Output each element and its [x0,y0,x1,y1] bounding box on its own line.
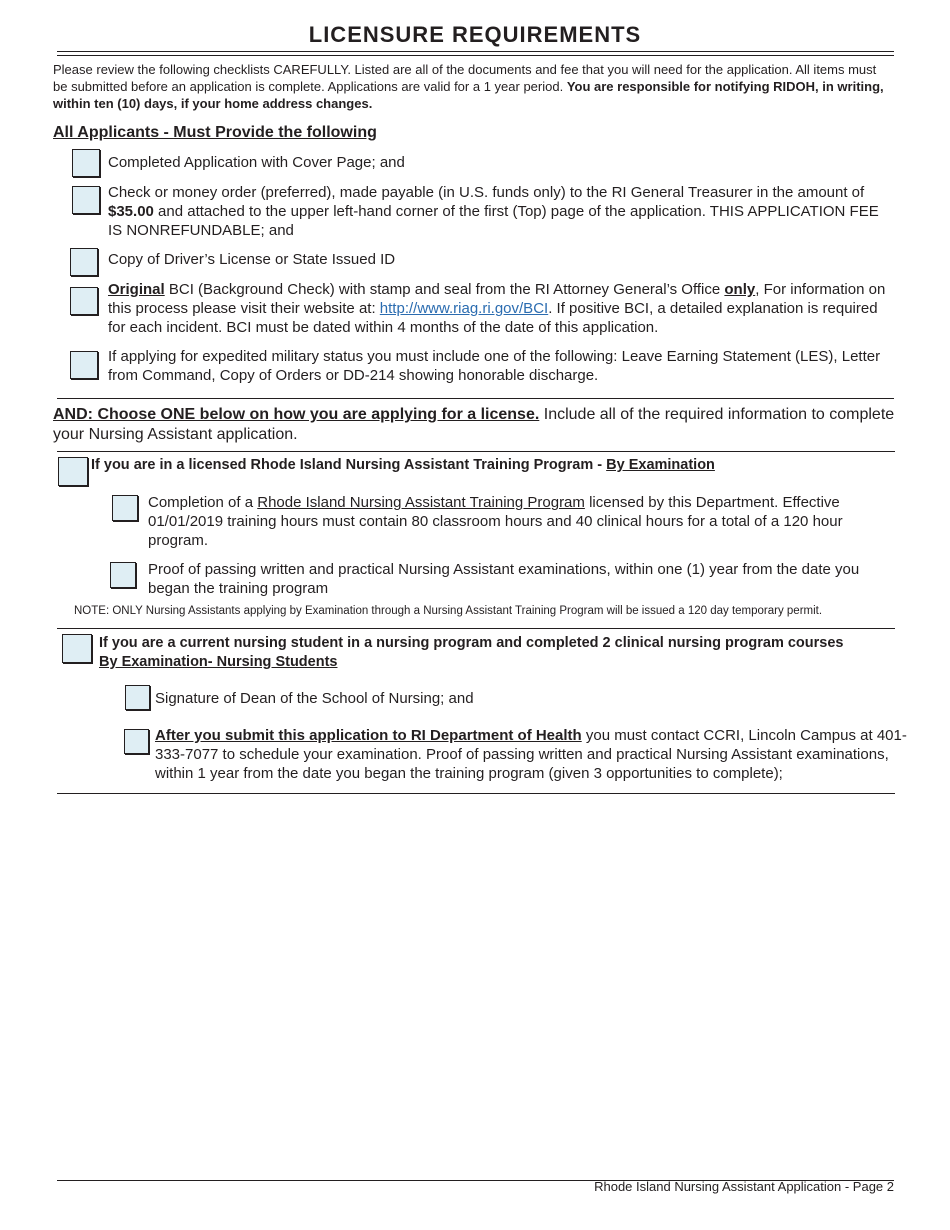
intro-paragraph [53,61,893,112]
checkbox-id[interactable] [70,248,98,276]
intro-bold-text: You are responsible for notifying RIDOH, in writing, within ten (10) days, if your home address changes. [53,79,884,111]
checkbox-bci[interactable] [70,287,98,315]
checkbox-dean-signature[interactable] [125,685,150,710]
item-exam-proof: Proof of passing written and practical Nursing Assistant examinations, within one (1) year from the date you began the training program [148,561,860,597]
checkbox-training-completion[interactable] [112,495,138,521]
fee-amount: $35.00 [108,203,154,220]
temporary-permit-note: NOTE: ONLY Nursing Assistants applying by Examination through a Nursing Assistant Training Program will be issued a 120 day temporary permit. [74,605,823,617]
section-divider-4 [57,793,895,794]
item-bci: Original BCI (Background Check) with stamp and seal from the RI Attorney General’s Office only, For information on this process please visit their website at: http://www.riag.ri.gov/BCI. If positive BCI, a detailed explanation is required for each incident. BCI must be dated within 4 months of the date of this application. [108,281,886,336]
section-divider-1 [57,398,894,399]
option-nursing-student-heading: If you are a current nursing student in a nursing program and completed 2 clinical nursing program courses By Examination- Nursing Students [99,635,844,670]
item-training-completion: Completion of a Rhode Island Nursing Assistant Training Program licensed by this Department. Effective 01/01/2019 training hours must contain 80 classroom hours and 40 clinical hours for a total of a 120 hour program. [148,494,843,549]
checkbox-schedule-exam[interactable] [124,729,149,754]
checkbox-military[interactable] [70,351,98,379]
option-training-program-heading: If you are in a licensed Rhode Island Nursing Assistant Training Program - By Examination [91,457,715,473]
section-divider-3 [57,628,895,629]
section-divider-2 [57,451,895,452]
all-applicants-heading: All Applicants - Must Provide the following [53,124,377,141]
and-section-text: AND: Choose ONE below on how you are applying for a license. Include all of the required information to complete your Nursing Assistant application. [53,406,895,443]
page-title: LICENSURE REQUIREMENTS [308,22,642,47]
checkbox-option-nursing-student[interactable] [62,634,92,663]
title-divider-top [57,51,894,52]
bci-website-link[interactable]: http://www.riag.ri.gov/BCI [379,300,549,317]
item-application: Completed Application with Cover Page; and [108,154,405,171]
item-id: Copy of Driver’s License or State Issued ID [108,251,396,268]
page-footer: Rhode Island Nursing Assistant Application - Page 2 [594,1179,894,1194]
checkbox-option-training-program[interactable] [58,457,88,486]
item-dean-signature: Signature of Dean of the School of Nursing; and [155,690,474,707]
item-military: If applying for expedited military status you must include one of the following: Leave Earning Statement (LES), Letter from Command, Copy of Orders or DD-214 showing honorable discharge. [108,348,881,384]
title-divider-bottom [57,55,894,56]
item-schedule-exam: After you submit this application to RI Department of Health you must contact CCRI, Lincoln Campus at 401-333-7077 to schedule your examination. Proof of passing written and practical Nursing Assistant examinations, within 1 year from the date you began the training program (given 3 opportunities to complete); [155,727,907,782]
intro-text: Please review the following checklists CAREFULLY. Listed are all of the documents and fee that you will need for the application. All items must be submitted before an application is complete. Applications are valid for a 1 year period. [53,62,877,94]
checkbox-exam-proof[interactable] [110,562,136,588]
item-fee: Check or money order (preferred), made payable (in U.S. funds only) to the RI General Treasurer in the amount of $35.00 and attached to the upper left-hand corner of the first (Top) page of the application. THIS APPLICATION FEE IS NONREFUNDABLE; and [108,184,879,239]
checkbox-fee[interactable] [72,186,100,214]
checkbox-application[interactable] [72,149,100,177]
